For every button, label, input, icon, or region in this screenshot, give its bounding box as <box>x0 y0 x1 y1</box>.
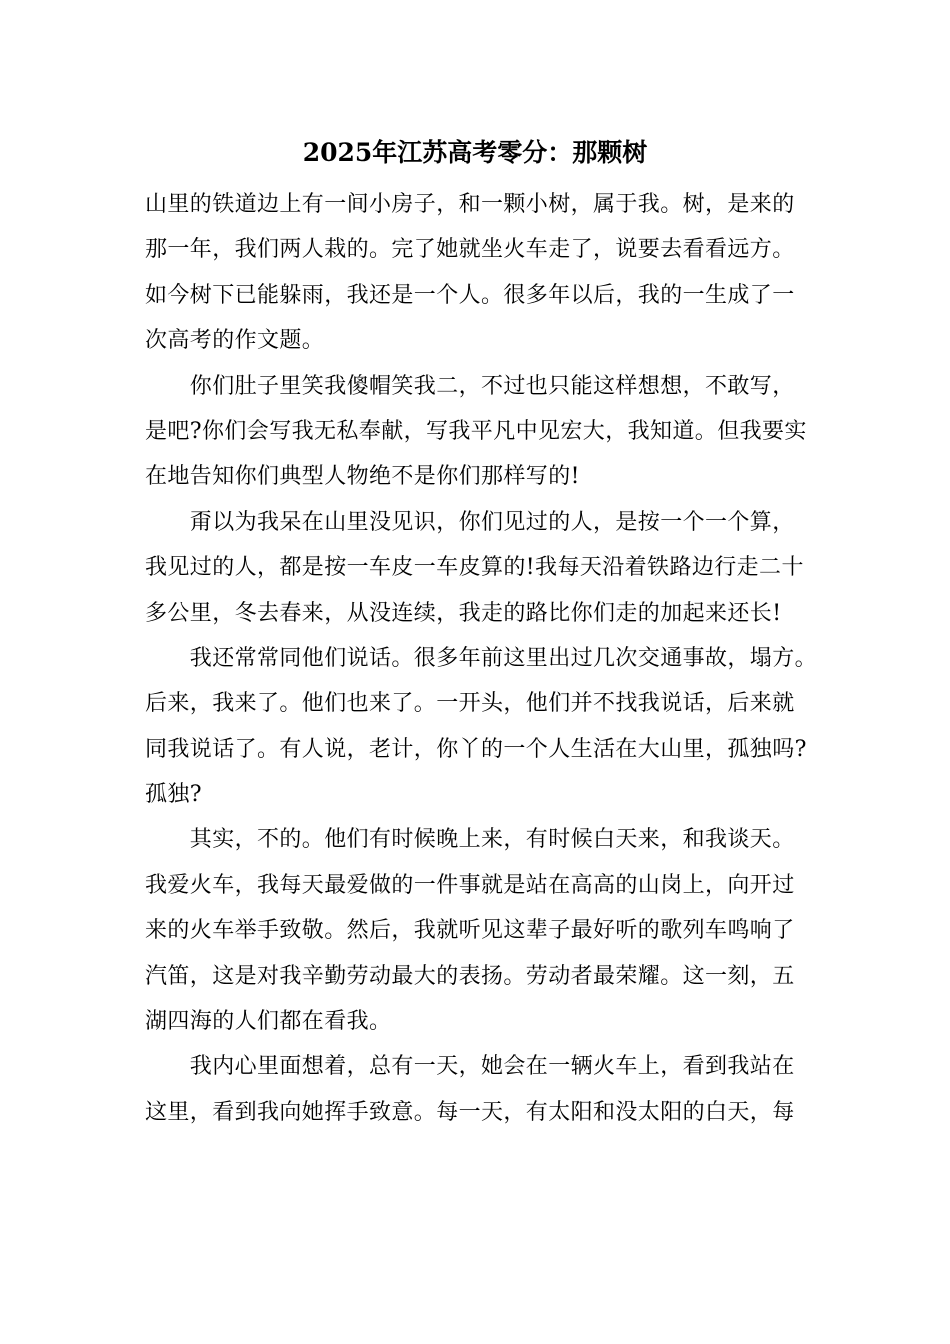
text-line: 来的火车举手致敬。然后，我就听见这辈子最好听的歌列车鸣响了 <box>145 918 795 944</box>
text-line: 孤独? <box>145 782 202 808</box>
text-line: 你们肚子里笑我傻帽笑我二，不过也只能这样想想，不敢写， <box>145 373 795 399</box>
text-line: 同我说话了。有人说，老计，你丫的一个人生活在大山里，孤独吗? <box>145 736 807 762</box>
text-line: 我内心里面想着，总有一天，她会在一辆火车上，看到我站在 <box>145 1054 795 1080</box>
text-line: 我爱火车，我每天最爱做的一件事就是站在高高的山岗上，向开过 <box>145 872 795 898</box>
text-line: 我还常常同他们说话。很多年前这里出过几次交通事故，塌方。 <box>145 645 818 671</box>
text-line: 后来，我来了。他们也来了。一开头，他们并不找我说话，后来就 <box>145 691 795 717</box>
text-line: 如今树下已能躲雨，我还是一个人。很多年以后，我的一生成了一 <box>145 282 795 308</box>
text-line: 那一年，我们两人栽的。完了她就坐火车走了，说要去看看远方。 <box>145 237 795 263</box>
text-line: 在地告知你们典型人物绝不是你们那样写的! <box>145 464 580 490</box>
text-line: 湖四海的人们都在看我。 <box>145 1009 392 1035</box>
article-body <box>145 182 818 1135</box>
text-line: 次高考的作文题。 <box>145 328 325 354</box>
text-line: 甭以为我呆在山里没见识，你们见过的人，是按一个一个算， <box>145 509 795 535</box>
text-line: 是吧?你们会写我无私奉献，写我平凡中见宏大，我知道。但我要实 <box>145 418 807 444</box>
text-line: 汽笛，这是对我辛勤劳动最大的表扬。劳动者最荣耀。这一刻，五 <box>145 963 795 989</box>
text-line: 这里，看到我向她挥手致意。每一天，有太阳和没太阳的白天，每 <box>145 1099 795 1125</box>
text-line: 其实，不的。他们有时候晚上来，有时候白天来，和我谈天。 <box>145 827 795 853</box>
text-line: 山里的铁道边上有一间小房子，和一颗小树，属于我。树，是来的 <box>145 192 795 217</box>
page-title: 2025年江苏高考零分：那颗树 <box>302 138 648 167</box>
text-line: 我见过的人，都是按一车皮一车皮算的!我每天沿着铁路边行走二十 <box>145 555 804 581</box>
text-line: 多公里，冬去春来，从没连续，我走的路比你们走的加起来还长! <box>145 600 782 626</box>
